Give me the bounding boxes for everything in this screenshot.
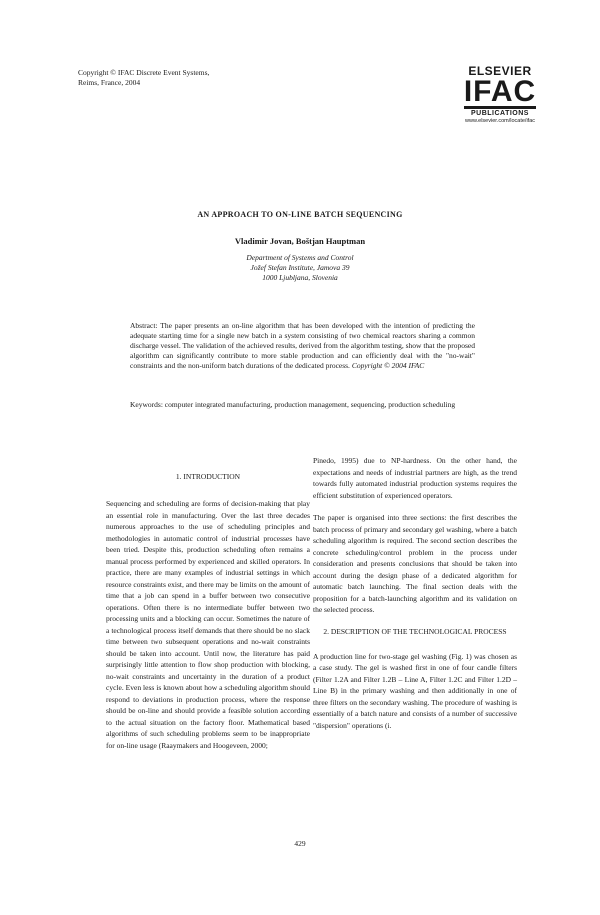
publications-label: PUBLICATIONS (471, 110, 529, 117)
right-paragraph-1: Pinedo, 1995) due to NP-hardness. On the other hand, the expectations and needs of industrial partners are high, as the trend towards fully automated industrial production systems requires the efficient substitution of experienced operators. (313, 456, 517, 500)
page-number: 429 (294, 839, 306, 848)
abstract (130, 321, 475, 371)
affiliation-line-2: Jožef Stefan Institute, Jamova 39 (250, 263, 350, 272)
paper-title: AN APPROACH TO ON-LINE BATCH SEQUENCING (197, 210, 403, 219)
affiliation-line-3: 1000 Ljubljana, Slovenia (262, 273, 338, 282)
ifac-brand: IFAC (463, 75, 537, 108)
abstract-text: Abstract: The paper presents an on-line algorithm that has been developed with the intention of predicting the adequate starting time for a single new batch in a system consisting of two chemical reactors sharing a common discharge vessel. The validation of the achieved results, derived from the algorithm testing, show that the proposed algorithm can significantly contribute to more stable production and can efficiently deal with the "no-wait" constraints and the non-uniform batch durations of the dedicated process. (130, 321, 475, 370)
right-paragraph-3: A production line for two-stage gel washing (Fig. 1) was chosen as a case study. The gel is washed first in one of four candle filters (Filter 1.2A and Filter 1.2B – Line A, Filter 1.2C and Filter 1.2D – Line B) in the primary washing and then additionally in one of three filters on the secondary washing. The procedure of washing is essentially of a batch nature and consists of a number of successive "dispersion" operations (i. (313, 651, 517, 730)
abstract-copyright: Copyright © 2004 IFAC (351, 361, 425, 370)
left-column (106, 472, 310, 762)
publisher-name: ELSEVIER (468, 64, 532, 78)
elsevier-ifac-logo (452, 64, 548, 124)
section-heading-description: 2. DESCRIPTION OF THE TECHNOLOGICAL PROCESS (323, 626, 507, 636)
copyright-notice (78, 68, 209, 88)
copyright-line-2: Reims, France, 2004 (78, 78, 141, 87)
copyright-line-1: Copyright © IFAC Discrete Event Systems, (78, 68, 210, 77)
keywords: Keywords: computer integrated manufacturing, production management, sequencing, production scheduling (130, 400, 456, 409)
affiliation-line-1: Department of Systems and Control (246, 253, 354, 262)
paper-authors: Vladimir Jovan, Boštjan Hauptman (234, 236, 366, 246)
section-heading-introduction: 1. INTRODUCTION (175, 472, 241, 481)
right-column (313, 455, 517, 742)
right-paragraph-2: The paper is organised into three sections: the first describes the batch process of primary and secondary gel washing, where a batch scheduling algorithm is required. The second section describes the concrete scheduling/control problem in the process under consideration and presents conclusions that should be taken into account during the design phase of a dedicated algorithm for automatic batch launching. The final section deals with the proposition for a batch-launching algorithm and its validation on the selected process. (313, 513, 517, 614)
introduction-paragraph: Sequencing and scheduling are forms of decision-making that play an essential role in manufacturing. Over the last three decades numerous approaches to the use of scheduling principles and methodologies in automatic control of industrial processes have been tried. Despite this, production scheduling often remains a manual process performed by experienced and skilled operators. In practice, there are many examples of industrial settings in which resource constraints exist, and there may be limits on the amount of time that a job can spend in a buffer between two consecutive operations. Often there is no intermediate buffer between two processing units and a blocking can occur. Sometimes the nature of a technological process itself demands that there should be no slack time between two subsequent operations and no-wait constraints should be taken into account. Until now, the literature has paid surprisingly little attention to flow shop production with blocking, no-wait constraints and uncertainty in the duration of a product cycle. Even less is known about how a scheduling algorithm should respond to deviations in production process, where the response should be on-line and should provide a feasible solution according to the actual situation on the factory floor. Mathematical based algorithms of such scheduling problems seem to be inappropriate for on-line usage (Raaymakers and Hoogeveen, 2000; (106, 499, 310, 750)
publisher-url: www.elsevier.com/locate/ifac (465, 118, 535, 124)
affiliation (0, 253, 600, 283)
